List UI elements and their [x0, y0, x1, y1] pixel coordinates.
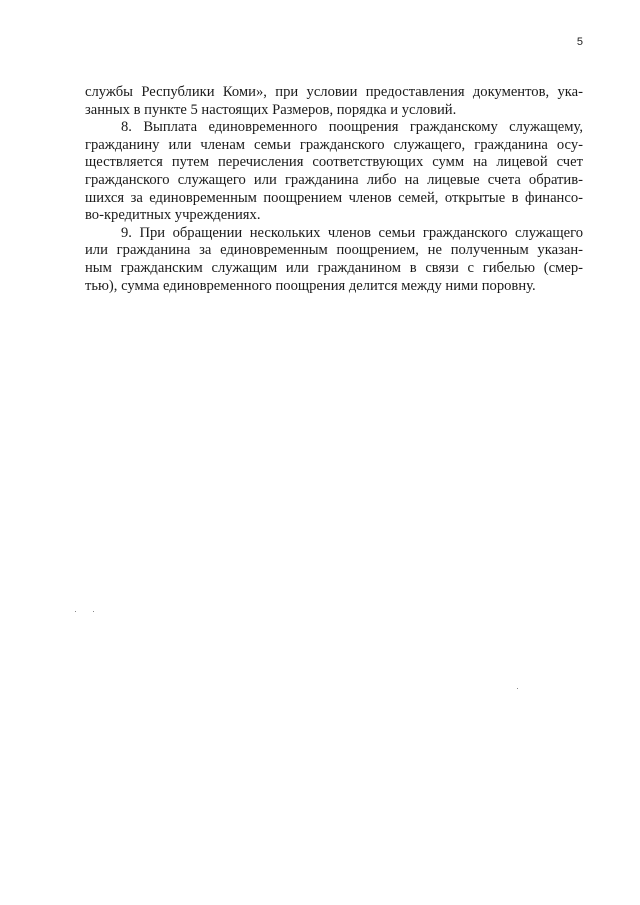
text-line: или гражданина за единовременным поощрением, не полученным указан- — [85, 242, 583, 259]
text-line: занных в пункте 5 настоящих Размеров, порядка и условий. — [85, 101, 457, 118]
paragraph-clause-9 — [85, 225, 583, 295]
text-line: ществляется путем перечисления соответствующих сумм на лицевой счет — [85, 154, 583, 171]
text-line: ным гражданским служащим или гражданином в связи с гибелью (смер- — [85, 259, 583, 276]
text-line: шихся за единовременным поощрением членов семей, открытые в финансо- — [85, 189, 583, 206]
scan-speck — [75, 611, 76, 612]
text-line: тью), сумма единовременного поощрения делится между ними поровну. — [85, 277, 536, 294]
text-line: 8. Выплата единовременного поощрения гражданскому служащему, — [121, 119, 583, 136]
document-body — [85, 84, 583, 295]
scan-speck — [517, 688, 518, 689]
scan-speck — [93, 611, 94, 612]
page-number: 5 — [576, 36, 583, 48]
text-line: во-кредитных учреждениях. — [85, 207, 261, 224]
text-line: 9. При обращении нескольких членов семьи гражданского служащего — [121, 224, 583, 241]
paragraph-continuation — [85, 84, 583, 119]
text-line: гражданского служащего или гражданина либо на лицевые счета обратив- — [85, 171, 583, 188]
text-line: гражданину или членам семьи гражданского служащего, гражданина осу- — [85, 136, 583, 153]
paragraph-clause-8 — [85, 119, 583, 225]
text-line: службы Республики Коми», при условии предоставления документов, ука- — [85, 84, 583, 100]
